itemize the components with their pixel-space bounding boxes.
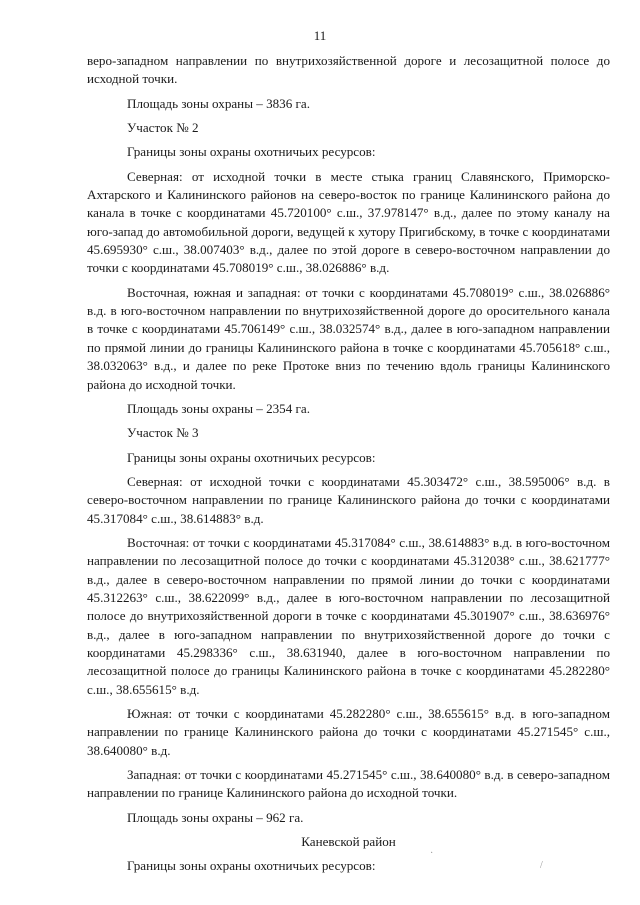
page-number: 11 <box>313 28 327 43</box>
paragraph-continuation: веро-западном направлении по внутрихозяйственной дороге и лесозащитной полосе до исходной точки. <box>87 53 610 87</box>
document-body <box>87 52 610 876</box>
north-boundary-3: Северная: от исходной точки с координатами 45.303472° с.ш., 38.595006° в.д. в северо-восточном направлении по границе Калининского района до точки с координатами 45.317084° с.ш., 38.614883° в.д. <box>87 473 610 526</box>
east-boundary-3: Восточная: от точки с координатами 45.317084° с.ш., 38.614883° в.д. в юго-восточном направлении по лесозащитной полосе до точки с координатами 45.312038° с.ш., 38.621777° в.д., далее в северо-восточном направлении по прямой линии до точки с координатами 45.312263° с.ш., 38.622099° в.д., далее в юго-восточном направлении по лесозащитной полосе до внутрихозяйственной дороги в точке с координатами 45.301907° с.ш., 38.636976° в.д., далее в юго-западном направлении по внутрихозяйственной дороге до точки с координатами 45.298336° с.ш., 38.631940, далее в юго-восточном направлении по лесозащитной полосе до границы Калининского района в точке с координатами 45.282280° с.ш., 38.655615° в.д. <box>87 534 610 697</box>
scan-speck: / <box>540 860 543 871</box>
area-line-2: Площадь зоны охраны – 2354 га. <box>127 400 310 416</box>
district-heading: Каневской район <box>301 834 396 850</box>
south-boundary-3: Южная: от точки с координатами 45.282280° с.ш., 38.655615° в.д. в юго-западном направлении по границе Калининского района до точки с координатами 45.271545° с.ш., 38.640080° в.д. <box>87 706 610 758</box>
east-south-west-boundary-2: Восточная, южная и западная: от точки с координатами 45.708019° с.ш., 38.026886° в.д. в юго-восточном направлении по внутрихозяйственной дороге до оросительного канала в точке с координатами 45.706149° с.ш., 38.032574° в.д., далее в юго-западном направлении по прямой линии до границы Калининского района в точке с координатами 45.705618° с.ш., 38.032063° в.д., и далее по реке Протоке вниз по течению вдоль границы Калининского района до исходной точки. <box>87 284 610 392</box>
scan-speck: · <box>430 848 434 859</box>
section-heading-3: Участок № 3 <box>127 425 199 441</box>
boundaries-heading-3: Границы зоны охраны охотничьих ресурсов: <box>127 449 376 465</box>
boundaries-heading-2: Границы зоны охраны охотничьих ресурсов: <box>127 144 376 160</box>
north-boundary-2: Северная: от исходной точки в месте стыка границ Славянского, Приморско-Ахтарского и Калининского районов на северо-восток по границе Калининского района до канала в точке с координатами 45.720100° с.ш., 37.978147° в.д., далее по этому каналу на юго-запад до автомобильной дороги, ведущей к хутору Пригибскому, в точке с координатами 45.695930° с.ш., 38.007403° в.д., далее по этой дороге в северо-восточном направлении до точки с координатами 45.708019° с.ш., 38.026886° в.д. <box>87 168 610 276</box>
area-line-3: Площадь зоны охраны – 962 га. <box>127 809 304 825</box>
area-line-1: Площадь зоны охраны – 3836 га. <box>127 95 310 111</box>
section-heading-2: Участок № 2 <box>127 120 199 136</box>
west-boundary-3: Западная: от точки с координатами 45.271545° с.ш., 38.640080° в.д. в северо-западном направлении по границе Калининского района до исходной точки. <box>87 767 610 801</box>
boundaries-heading-district: Границы зоны охраны охотничьих ресурсов: <box>127 858 376 874</box>
